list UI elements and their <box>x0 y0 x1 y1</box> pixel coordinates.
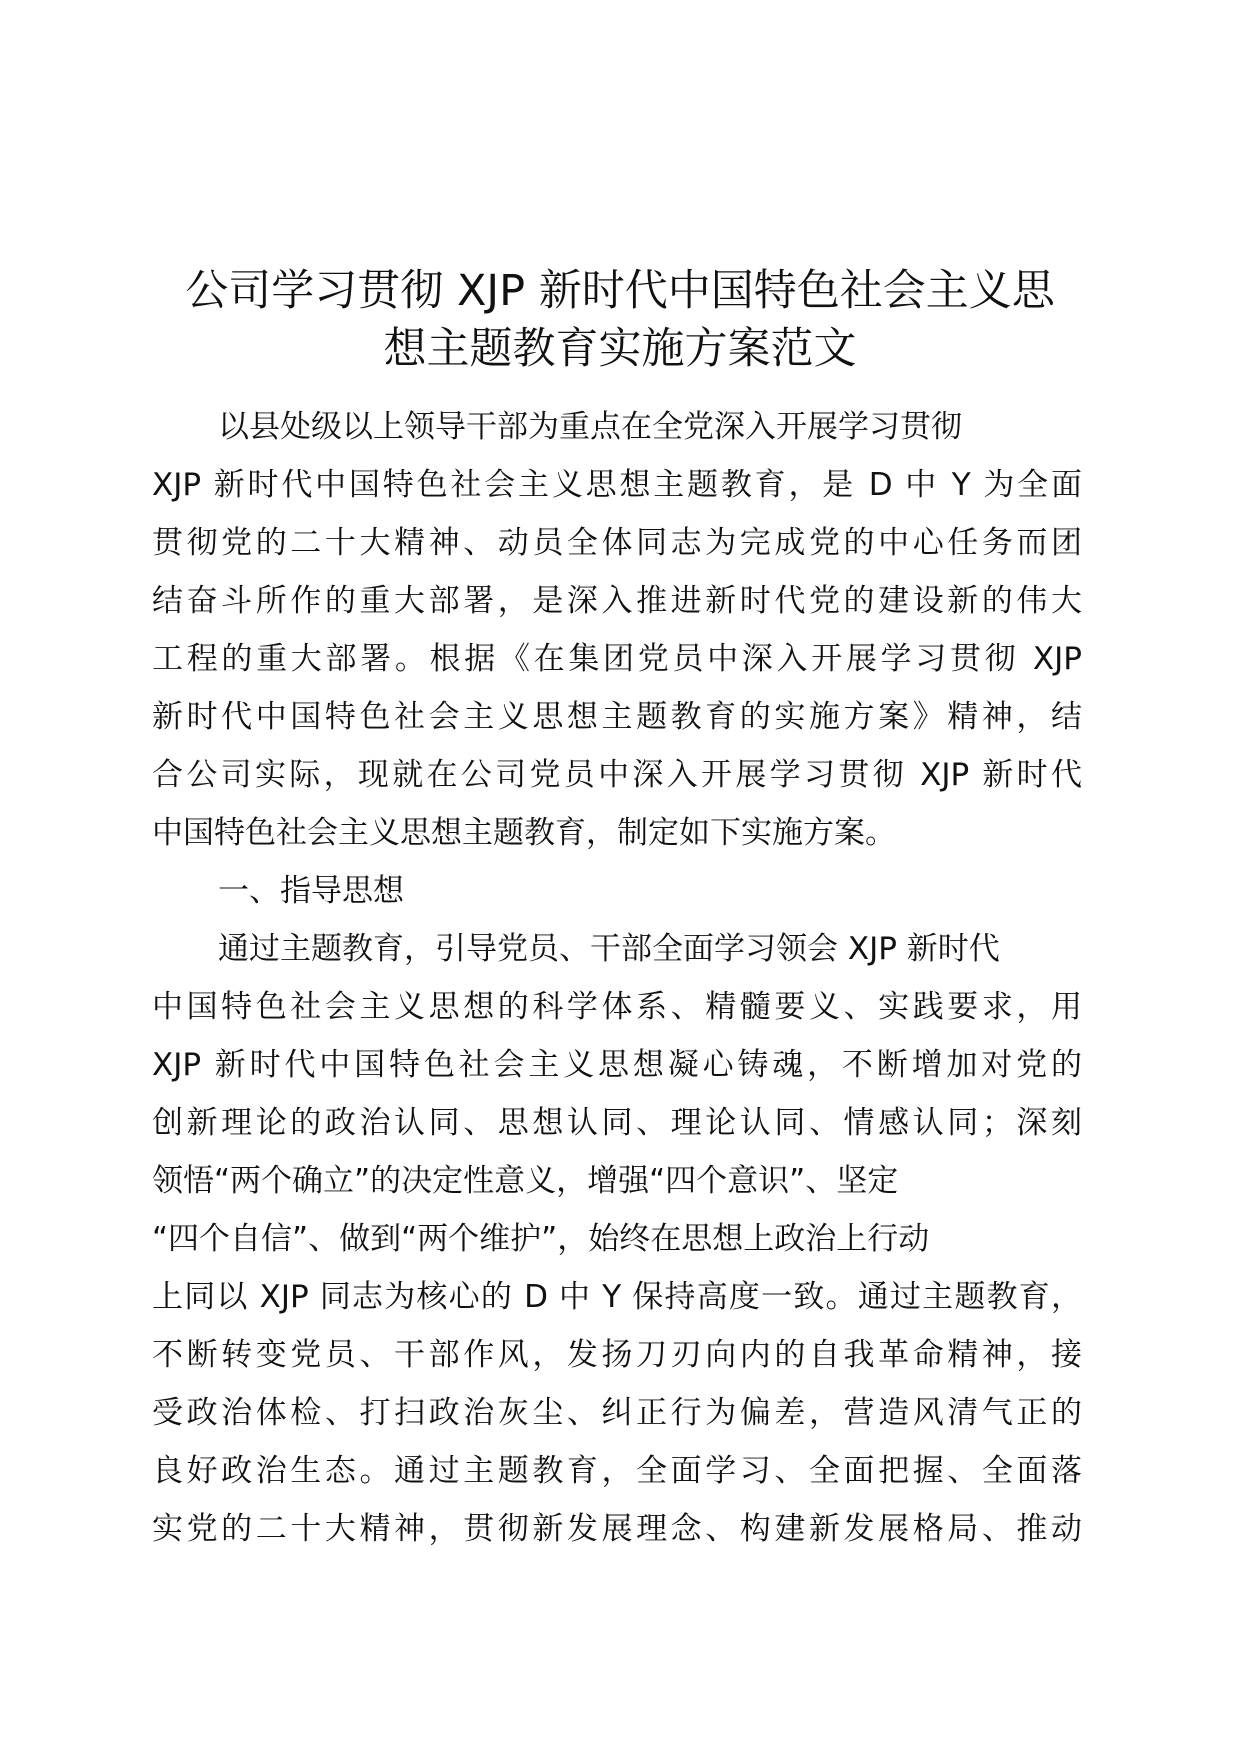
paragraph-line: 上同以 XJP 同志为核心的 D 中 Y 保持高度一致。通过主题教育， <box>152 1279 1082 1315</box>
paragraph-line: 以县处级以上领导干部为重点在全党深入开展学习贯彻 <box>218 409 962 445</box>
paragraph-line: 领悟“两个确立”的决定性意义，增强“四个意识”、坚定 <box>152 1163 899 1199</box>
paragraph-line: 新时代中国特色社会主义思想主题教育的实施方案》精神，结 <box>152 699 1082 735</box>
paragraph-line: 合公司实际，现就在公司党员中深入开展学习贯彻 XJP 新时代 <box>152 757 1082 793</box>
title-line-2: 想主题教育实施方案范文 <box>383 324 857 374</box>
paragraph-line: 中国特色社会主义思想主题教育，制定如下实施方案。 <box>152 815 896 851</box>
paragraph-line: 通过主题教育，引导党员、干部全面学习领会 XJP 新时代 <box>218 931 1000 967</box>
paragraph-line: 中国特色社会主义思想的科学体系、精髓要义、实践要求，用 <box>152 989 1082 1025</box>
section-heading: 一、指导思想 <box>218 873 404 909</box>
paragraph-line: “四个自信”、做到“两个维护”，始终在思想上政治上行动 <box>152 1221 930 1257</box>
document-body <box>152 398 1082 1558</box>
paragraph-line: 良好政治生态。通过主题教育，全面学习、全面把握、全面落 <box>152 1453 1082 1489</box>
paragraph-line: 不断转变党员、干部作风，发扬刀刃向内的自我革命精神，接 <box>152 1337 1082 1373</box>
paragraph-line: 结奋斗所作的重大部署，是深入推进新时代党的建设新的伟大 <box>152 583 1082 619</box>
paragraph-line: 受政治体检、打扫政治灰尘、纠正行为偏差，营造风清气正的 <box>152 1395 1082 1431</box>
document-title <box>150 262 1090 378</box>
paragraph-line: 贯彻党的二十大精神、动员全体同志为完成党的中心任务而团 <box>152 525 1082 561</box>
paragraph-line: XJP 新时代中国特色社会主义思想凝心铸魂，不断增加对党的 <box>152 1047 1082 1083</box>
title-line-1: 公司学习贯彻 XJP 新时代中国特色社会主义思 <box>185 266 1055 316</box>
paragraph-line: 实党的二十大精神，贯彻新发展理念、构建新发展格局、推动 <box>152 1511 1082 1547</box>
paragraph-line: 创新理论的政治认同、思想认同、理论认同、情感认同；深刻 <box>152 1105 1082 1141</box>
paragraph-line: 工程的重大部署。根据《在集团党员中深入开展学习贯彻 XJP <box>152 641 1082 677</box>
paragraph-line: XJP 新时代中国特色社会主义思想主题教育，是 D 中 Y 为全面 <box>152 467 1082 503</box>
